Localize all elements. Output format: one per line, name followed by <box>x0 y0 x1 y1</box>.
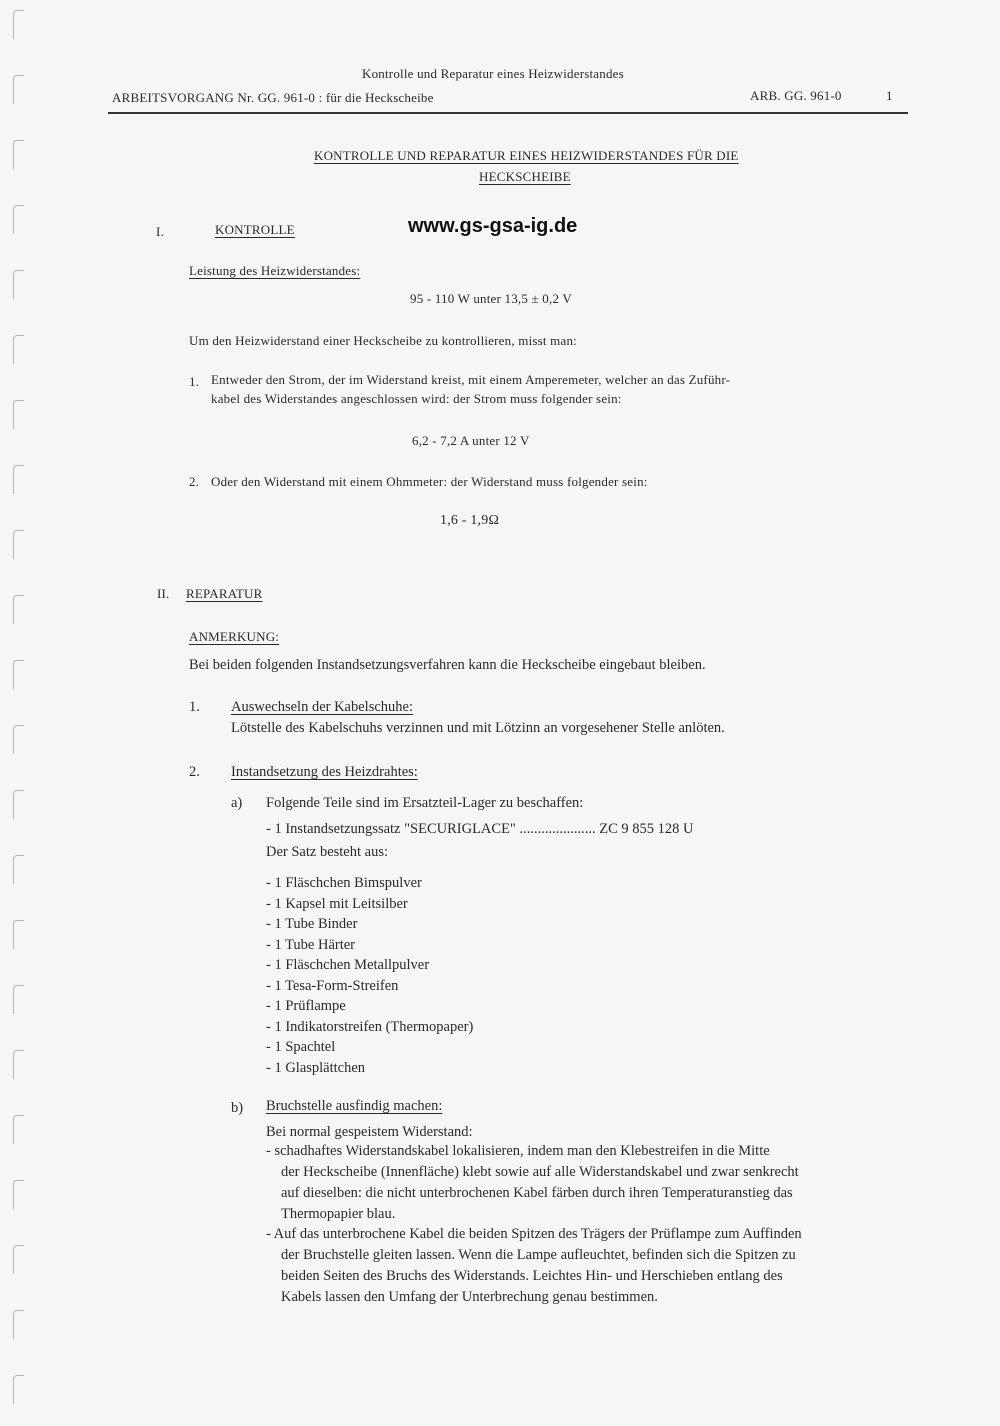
list-item: - 1 Tube Binder <box>266 916 358 932</box>
kit-items-list <box>266 873 473 1078</box>
item1-line2: kabel des Widerstandes angeschlossen wird: der Strom muss folgender sein: <box>211 391 622 406</box>
item2-text: Oder den Widerstand mit einem Ohmmeter: der Widerstand muss folgender sein: <box>211 474 648 489</box>
item1-number: 1. <box>189 374 200 389</box>
section1-subheading: Leistung des Heizwiderstandes: <box>189 263 361 278</box>
text-line: der Heckscheibe (Innenfläche) klebt sowie auf alle Widerstandskabel und zwar senkrecht <box>281 1164 799 1180</box>
item1-line1: Entweder den Strom, der im Widerstand kreist, mit einem Amperemeter, welcher an das Zuführ- <box>211 372 731 387</box>
current-value: 6,2 - 7,2 A unter 12 V <box>412 433 530 448</box>
list-item: - 1 Kapsel mit Leitsilber <box>266 895 408 912</box>
list-item: - 1 Tesa-Form-Streifen <box>266 977 399 994</box>
text-line: Kabels lassen den Umfang der Unterbrechung genau bestimmen. <box>281 1289 658 1305</box>
text-line: - schadhaftes Widerstandskabel lokalisieren, indem man den Klebestreifen in die Mitte <box>266 1143 770 1159</box>
item2-number: 2. <box>189 474 200 489</box>
part-b-paragraph2 <box>266 1224 802 1308</box>
binder-edge <box>5 0 29 1426</box>
text-line: Thermopapier blau. <box>281 1206 396 1222</box>
list-item: - 1 Spachtel <box>266 1039 336 1055</box>
note-heading: ANMERKUNG: <box>189 629 280 644</box>
list-item: - 1 Glasplättchen <box>266 1059 366 1076</box>
header-operation-number: ARBEITSVORGANG Nr. GG. 961-0 : für die Heckscheibe <box>112 90 434 105</box>
document-title-line2: HECKSCHEIBE <box>479 169 571 184</box>
part-b-heading: Bruchstelle ausfindig machen: <box>266 1098 443 1114</box>
document-title-line1: KONTROLLE UND REPARATUR EINES HEIZWIDERSTANDES FÜR DIE <box>314 148 739 163</box>
part-b-label: b) <box>231 1100 244 1116</box>
header-rule <box>108 112 908 114</box>
watermark-url: www.gs-gsa-ig.de <box>408 215 578 237</box>
section1-intro: Um den Heizwiderstand einer Heckscheibe zu kontrollieren, misst man: <box>189 333 577 348</box>
section2-heading: REPARATUR <box>186 586 263 601</box>
list-item: - 1 Prüflampe <box>266 998 346 1014</box>
page-number: 1 <box>886 88 893 103</box>
step2-number: 2. <box>189 764 200 780</box>
step2-heading: Instandsetzung des Heizdrahtes: <box>231 764 418 780</box>
step1-text: Lötstelle des Kabelschuhs verzinnen und mit Lötzinn an vorgesehener Stelle anlöten. <box>231 720 725 736</box>
list-item: - 1 Fläschchen Bimspulver <box>266 875 422 891</box>
text-line: auf dieselben: die nicht unterbrochenen Kabel färben durch ihren Temperaturanstieg das <box>281 1185 793 1201</box>
text-line: der Bruchstelle gleiten lassen. Wenn die Lampe aufleuchtet, befinden sich die Spitzen zu <box>281 1247 796 1263</box>
part-b-intro: Bei normal gespeistem Widerstand: <box>266 1124 473 1140</box>
kit-line: - 1 Instandsetzungssatz "SECURIGLACE" ..................... ZC 9 855 128 U <box>266 821 694 837</box>
part-a-label: a) <box>231 795 243 811</box>
header-subtitle: Kontrolle und Reparatur eines Heizwiderstandes <box>362 66 624 81</box>
list-item: - 1 Tube Härter <box>266 936 356 953</box>
note-text: Bei beiden folgenden Instandsetzungsverfahren kann die Heckscheibe eingebaut bleiben. <box>189 657 706 673</box>
part-a-text: Folgende Teile sind im Ersatzteil-Lager zu beschaffen: <box>266 795 584 811</box>
step1-heading: Auswechseln der Kabelschuhe: <box>231 699 413 715</box>
header-code: ARB. GG. 961-0 <box>750 88 842 103</box>
list-item: - 1 Fläschchen Metallpulver <box>266 957 430 973</box>
list-item: - 1 Indikatorstreifen (Thermopaper) <box>266 1018 474 1035</box>
part-b-paragraph1 <box>266 1141 799 1225</box>
section1-numeral: I. <box>156 224 164 239</box>
resistance-value: 1,6 - 1,9Ω <box>440 513 500 528</box>
power-value: 95 - 110 W unter 13,5 ± 0,2 V <box>410 291 572 306</box>
section2-numeral: II. <box>157 586 170 601</box>
step1-number: 1. <box>189 699 200 715</box>
section1-heading: KONTROLLE <box>215 222 295 237</box>
kit-contains: Der Satz besteht aus: <box>266 844 389 860</box>
text-line: - Auf das unterbrochene Kabel die beiden Spitzen des Trägers der Prüflampe zum Auffinden <box>266 1226 802 1242</box>
text-line: beiden Seiten des Bruchs des Widerstands. Leichtes Hin- und Herschieben entlang des <box>281 1268 783 1284</box>
